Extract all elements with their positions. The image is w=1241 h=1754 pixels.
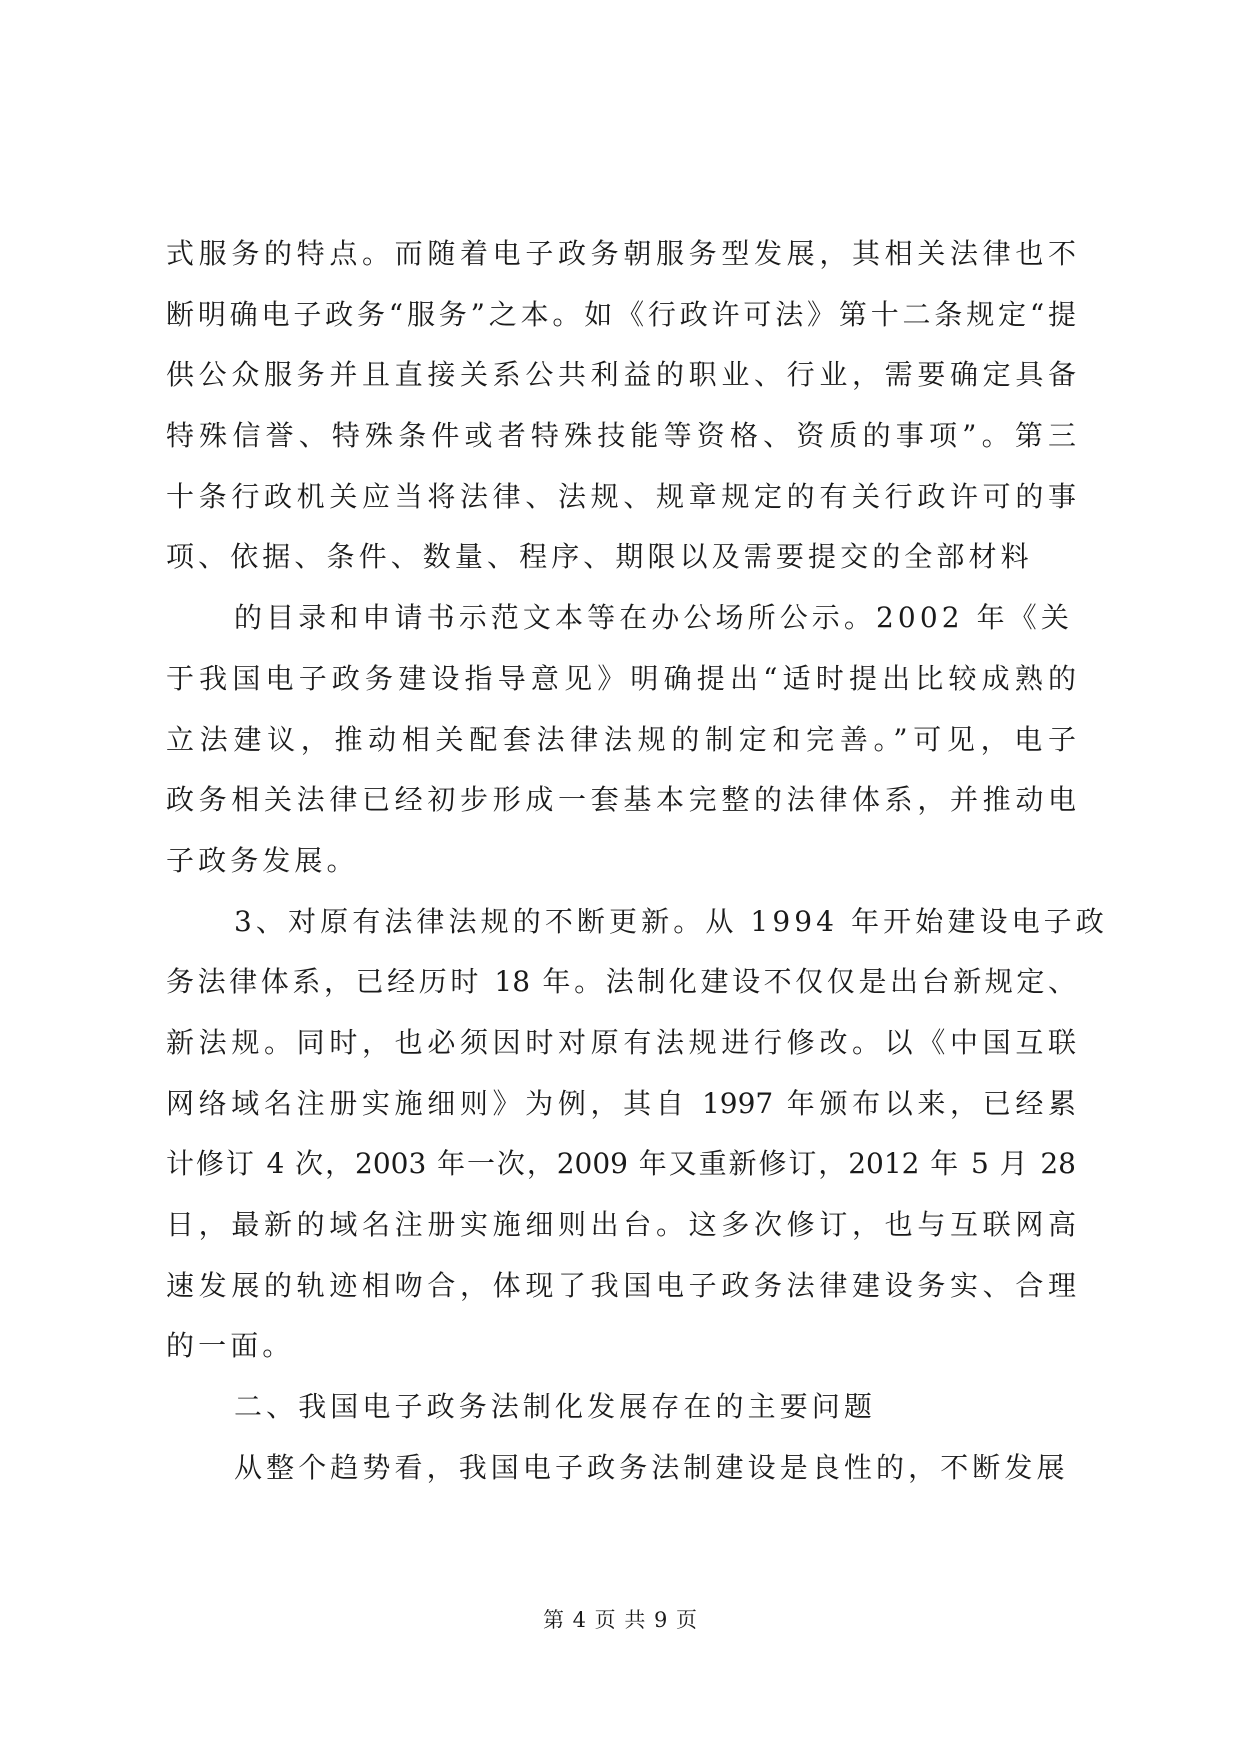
page-footer: 第 4 页 共 9 页 [542,1608,699,1632]
text-line: 日，最新的域名注册实施细则出台。这多次修订，也与互联网高 [166,1208,1076,1241]
text-line: 断明确电子政务“服务”之本。如《行政许可法》第十二条规定“提 [166,297,1076,331]
text-line: 供公众服务并且直接关系公共利益的职业、行业，需要确定具备 [166,358,1076,392]
text-line: 速发展的轨迹相吻合，体现了我国电子政务法律建设务实、合理 [166,1268,1076,1302]
text-line: 新法规。同时，也必须因时对原有法规进行修改。以《中国互联 [166,1025,1076,1059]
text-line: 从整个趋势看，我国电子政务法制建设是良性的，不断发展 [234,1450,1069,1484]
text-line: 的一面。 [166,1329,295,1363]
text-line: 政务相关法律已经初步形成一套基本完整的法律体系，并推动电 [166,783,1076,817]
text-line: 的目录和申请书示范文本等在办公场所公示。2002 年《关 [234,601,1073,635]
text-line: 项、依据、条件、数量、程序、期限以及需要提交的全部材料 [166,540,1033,574]
text-line: 于我国电子政务建设指导意见》明确提出“适时提出比较成熟的 [166,661,1076,695]
text-line: 网络域名注册实施细则》为例，其自 1997 年颁布以来，已经累 [166,1086,1076,1120]
text-line: 3、对原有法律法规的不断更新。从 1994 年开始建设电子政 [234,904,1108,938]
text-line: 特殊信誉、特殊条件或者特殊技能等资格、资质的事项”。第三 [166,419,1076,453]
text-line: 计修订 4 次，2003 年一次，2009 年又重新修订，2012 年 5 月 28 [166,1147,1076,1181]
body-text [166,224,1108,1498]
text-line: 式服务的特点。而随着电子政务朝服务型发展，其相关法律也不 [166,237,1076,270]
section-heading: 二、我国电子政务法制化发展存在的主要问题 [234,1390,877,1424]
text-line: 十条行政机关应当将法律、法规、规章规定的有关行政许可的事 [166,479,1076,513]
text-line: 子政务发展。 [166,843,359,877]
text-line: 务法律体系，已经历时 18 年。法制化建设不仅仅是出台新规定、 [166,965,1076,999]
text-line: 立法建议，推动相关配套法律法规的制定和完善。”可见，电子 [166,722,1076,756]
